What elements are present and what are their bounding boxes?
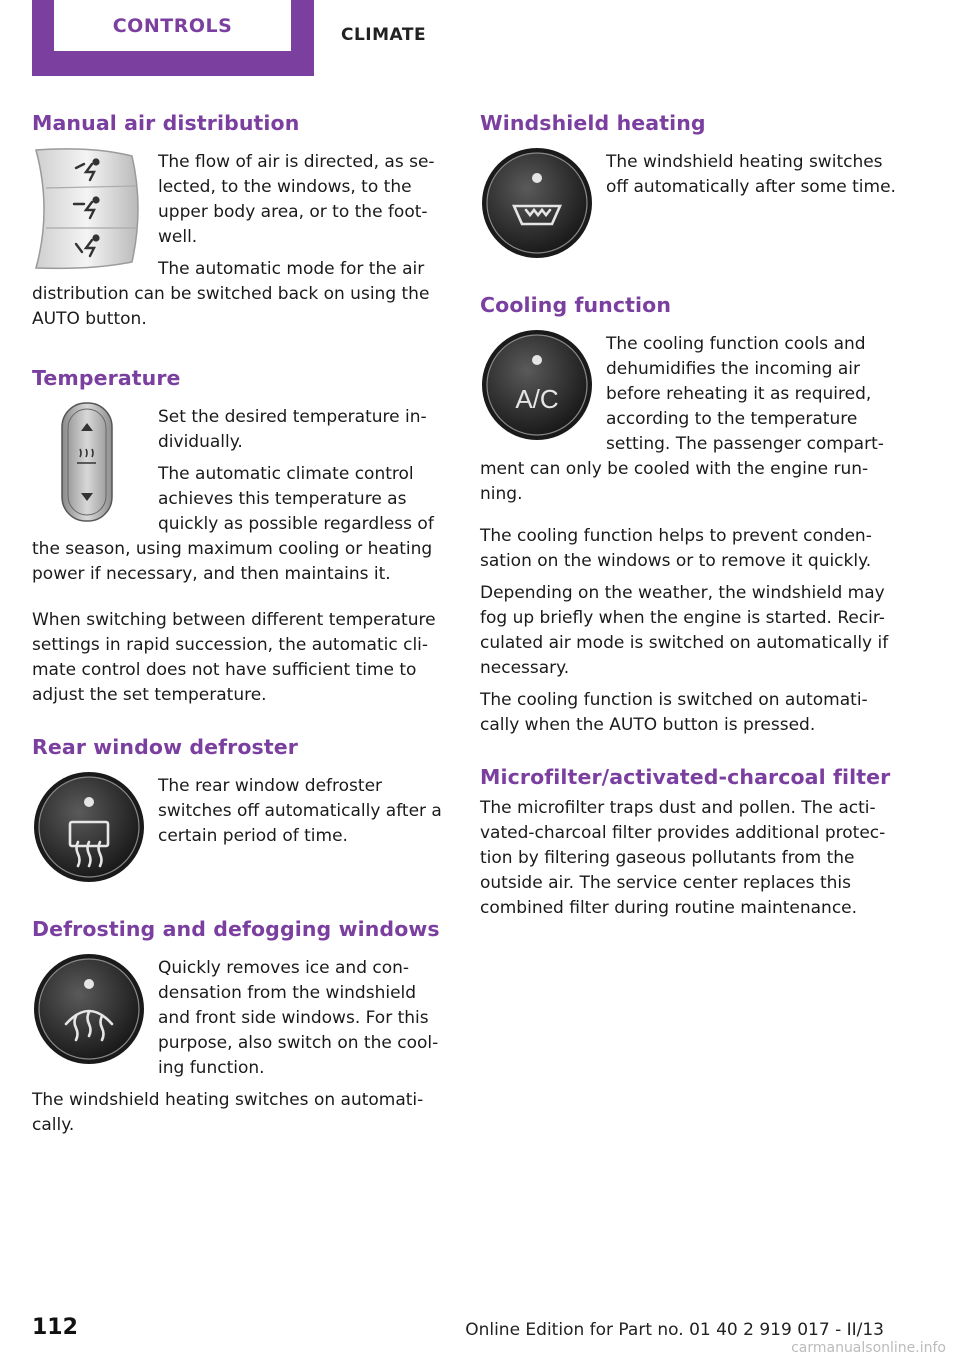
- right-column: [480, 108, 896, 945]
- paragraph: Depending on the weather, the windshield may fog up briefly when the engine is started. Recir-culated air mode is switched on automatically if necessary.: [480, 583, 889, 678]
- header-tab-controls: [32, 0, 314, 76]
- paragraph: Quickly removes ice and con-densation from the windshield and front side windows. For this purpose, also switch on the cool-ing function.: [158, 958, 439, 1078]
- section-windshield-heating: [480, 108, 896, 266]
- section-title: Defrosting and defogging windows: [32, 917, 440, 941]
- paragraph: The flow of air is directed, as se-lected, to the windows, to the upper body area, or to the foot-well.: [158, 152, 435, 247]
- paragraph: The cooling function cools and dehumidifies the incoming air before reheating it as required, according to the temperature setting. The passenger compart-ment can only be cooled with the engine run-ning.: [480, 334, 884, 504]
- section-title: Microfilter/activated-charcoal filter: [480, 765, 891, 789]
- section-temperature: [32, 363, 448, 708]
- paragraph: The automatic climate control achieves this temperature as quickly as possible regardless of the season, using maximum cooling or heating power if necessary, and then maintains it.: [32, 464, 434, 584]
- tab-climate-label: CLIMATE: [341, 25, 427, 45]
- paragraph: The windshield heating switches on automati-cally.: [32, 1090, 424, 1135]
- paragraph: The cooling function helps to prevent conden-sation on the windows or to remove it quickly.: [480, 526, 872, 571]
- paragraph: The automatic mode for the air distribution can be switched back on using the AUTO button.: [32, 259, 430, 329]
- paragraph: When switching between different temperature settings in rapid succession, the automatic cli-mate control does not have sufficient time to adjust the set temperature.: [32, 610, 436, 705]
- section-rear-window-defroster: [32, 732, 448, 890]
- section-title: Windshield heating: [480, 111, 706, 135]
- section-microfilter: [480, 762, 896, 921]
- paragraph: The rear window defroster switches off automatically after a certain period of time.: [158, 776, 442, 846]
- temperature-rocker-icon: [32, 401, 158, 525]
- ac-label: A/C: [515, 384, 559, 414]
- section-defrosting-defogging: [32, 914, 448, 1138]
- paragraph: Set the desired temperature in-dividually.: [158, 407, 427, 452]
- rear-defroster-button-icon: [32, 770, 158, 884]
- ac-button-icon: [480, 328, 606, 442]
- section-title: Manual air distribution: [32, 111, 300, 135]
- left-column: [32, 108, 448, 1162]
- paragraph: The windshield heating switches off automatically after some time.: [606, 152, 896, 197]
- section-title: Rear window defroster: [32, 735, 298, 759]
- section-cooling-function: [480, 290, 896, 738]
- footer-edition: Online Edition for Part no. 01 40 2 919 017 - II/13: [465, 1320, 884, 1340]
- defrost-button-icon: [32, 952, 158, 1066]
- page-number: 112: [32, 1315, 78, 1340]
- paragraph: The microfilter traps dust and pollen. The acti-vated-charcoal filter provides additional protec-tion by filtering gaseous pollutants from the outside air. The service center replaces this combined filter during routine maintenance.: [480, 798, 886, 918]
- section-title: Cooling function: [480, 293, 672, 317]
- section-title: Temperature: [32, 366, 181, 390]
- section-manual-air-distribution: [32, 108, 448, 339]
- air-distribution-buttons-icon: [32, 146, 158, 272]
- windshield-heating-button-icon: [480, 146, 606, 260]
- tab-controls-label: CONTROLS: [54, 0, 291, 51]
- watermark: carmanualsonline.info: [791, 1340, 946, 1356]
- paragraph: The cooling function is switched on automati-cally when the AUTO button is pressed.: [480, 690, 868, 735]
